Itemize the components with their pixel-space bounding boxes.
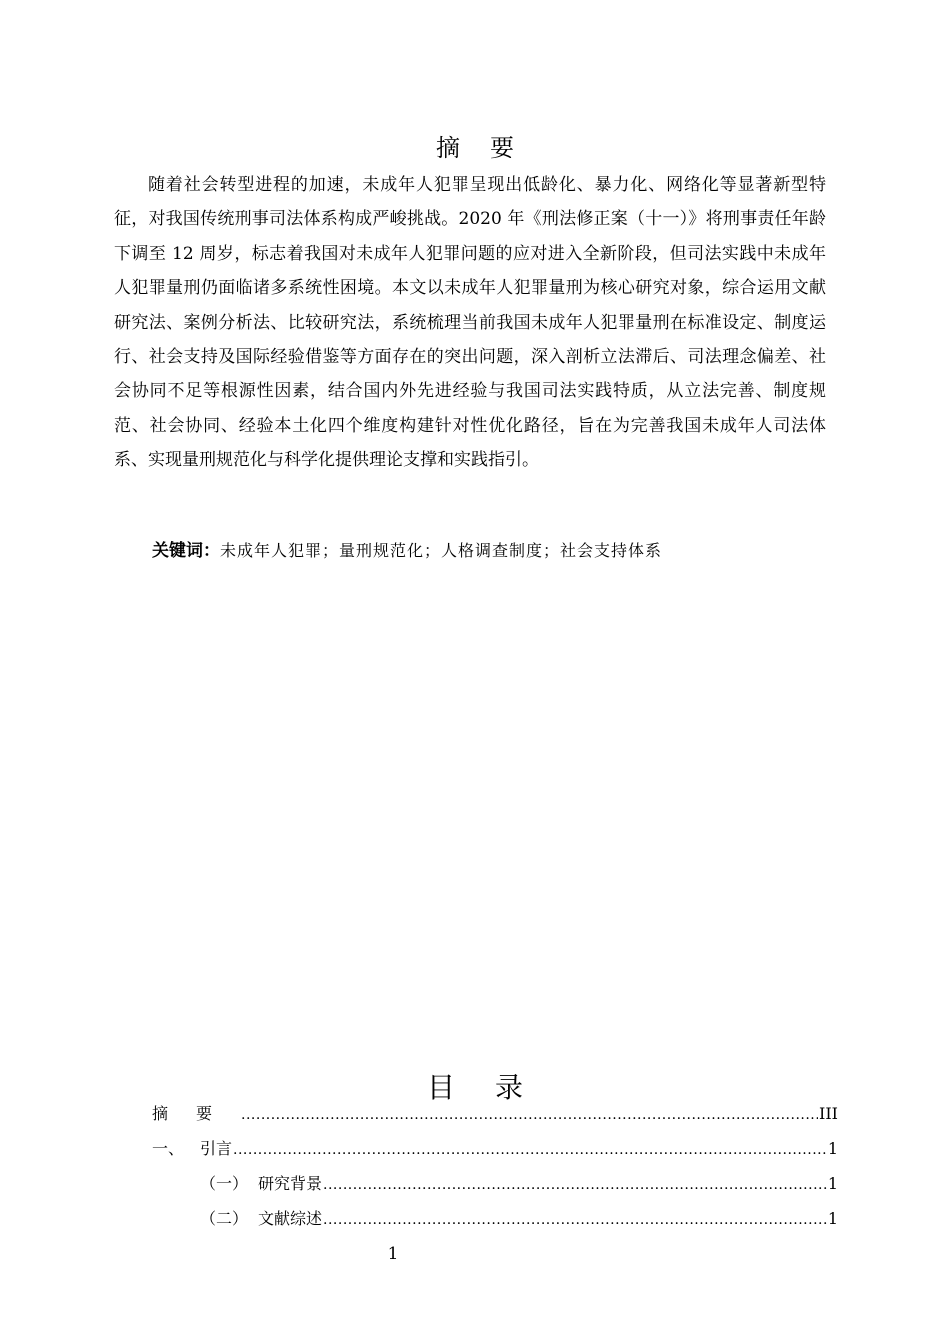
toc-leader-dots bbox=[323, 1203, 827, 1238]
table-of-contents bbox=[152, 1096, 838, 1236]
toc-entry-page: III bbox=[819, 1104, 838, 1123]
keywords-text: 未成年人犯罪；量刑规范化；人格调查制度；社会支持体系 bbox=[220, 541, 663, 560]
toc-entry-research-background[interactable] bbox=[152, 1166, 838, 1201]
abstract-title: 摘要 bbox=[436, 134, 544, 162]
toc-entry-literature-review[interactable] bbox=[152, 1201, 838, 1236]
toc-entry-number: （一） bbox=[200, 1174, 249, 1193]
toc-entry-introduction[interactable] bbox=[152, 1131, 838, 1166]
toc-entry-page: 1 bbox=[827, 1174, 838, 1193]
toc-entry-number: （二） bbox=[200, 1209, 249, 1228]
keywords-line bbox=[152, 537, 662, 565]
toc-entry-label: 摘要 bbox=[152, 1104, 241, 1123]
toc-entry-abstract[interactable] bbox=[152, 1096, 838, 1131]
toc-title: 目录 bbox=[426, 1071, 563, 1104]
toc-leader-dots bbox=[323, 1168, 827, 1203]
abstract-body: 随着社会转型进程的加速，未成年人犯罪呈现出低龄化、暴力化、网络化等显著新型特征，对我国传统刑事司法体系构成严峻挑战。2020 年《刑法修正案（十一）》将刑事责任年龄下调至 12 周岁，标志着我国对未成年人犯罪问题的应对进入全新阶段，但司法实践中未成年人犯罪量刑仍面临诸多系统性困境。本文以未成年人犯罪量刑为核心研究对象，综合运用文献研究法、案例分析法、比较研究法，系统梳理当前我国未成年人犯罪量刑在标准设定、制度运行、社会支持及国际经验借鉴等方面存在的突出问题，深入剖析立法滞后、司法理念偏差、社会协同不足等根源性因素，结合国内外先进经验与我国司法实践特质，从立法完善、制度规范、社会协同、经验本土化四个维度构建针对性优化路径，旨在为完善我国未成年人司法体系、实现量刑规范化与科学化提供理论支撑和实践指引。 bbox=[114, 175, 826, 471]
toc-entry-page: 1 bbox=[827, 1139, 838, 1158]
page-number: 1 bbox=[387, 1244, 399, 1264]
toc-entry-label: 引言 bbox=[200, 1139, 233, 1158]
toc-entry-page: 1 bbox=[827, 1209, 838, 1228]
keywords-label: 关键词： bbox=[152, 541, 220, 561]
toc-leader-dots bbox=[241, 1098, 818, 1133]
toc-entry-number: 一、 bbox=[152, 1139, 185, 1158]
toc-entry-label: 研究背景 bbox=[258, 1174, 323, 1193]
toc-entry-label: 文献综述 bbox=[258, 1209, 323, 1228]
toc-leader-dots bbox=[233, 1133, 827, 1168]
